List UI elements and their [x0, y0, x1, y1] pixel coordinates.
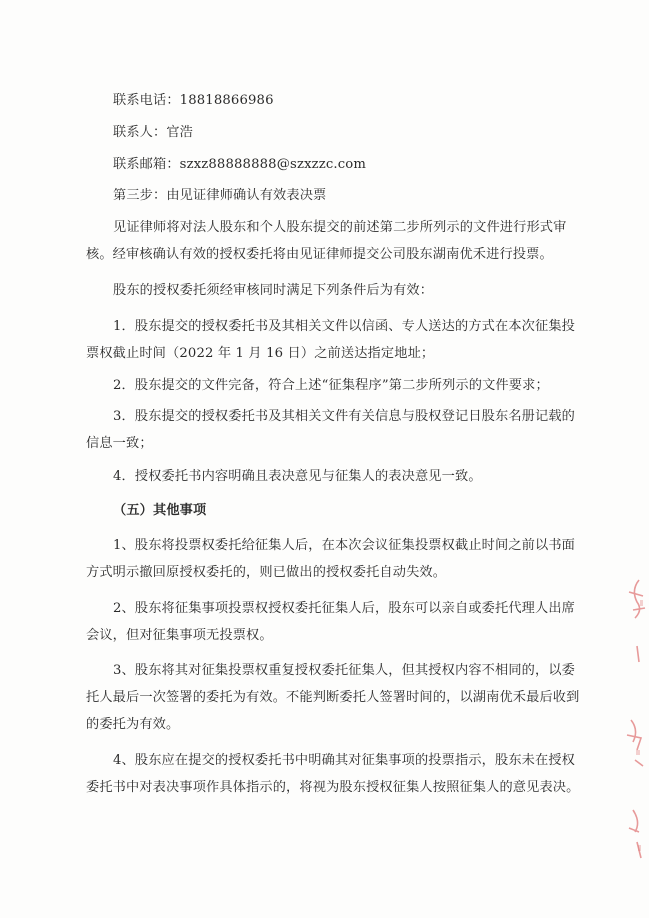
other-1-line-2: 方式明示撤回原授权委托的，则已做出的授权委托自动失效。 — [86, 565, 447, 580]
other-2-line-1: 2、股东将征集事项投票权授权委托征集人后，股东可以亲自或委托代理人出席 — [113, 601, 576, 616]
condition-1-line-2: 票权截止时间（2022 年 1 月 16 日）之前送达指定地址； — [86, 346, 435, 361]
other-3-line-1: 3、股东将其对征集投票权重复授权委托征集人，但其授权内容不相同的，以委 — [113, 663, 576, 678]
condition-1-line-1: 1．股东提交的授权委托书及其相关文件以信函、专人送达的方式在本次征集投 — [113, 319, 576, 334]
other-3-line-2: 托人最后一次签署的委托为有效。不能判断委托人签署时间的，以湖南优禾最后收到 — [86, 690, 580, 705]
condition-2: 2．股东提交的文件完备，符合上述“征集程序”第二步所列示的文件要求； — [113, 378, 549, 393]
condition-3-line-2: 信息一致； — [86, 436, 153, 451]
step3-heading: 第三步：由见证律师确认有效表决票 — [113, 188, 327, 203]
contact-person: 联系人：官浩 — [113, 125, 194, 140]
contact-phone: 联系电话：18818866986 — [113, 93, 274, 108]
contact-email: 联系邮箱：szxz88888888@szxzzc.com — [113, 157, 367, 172]
conditions-intro: 股东的授权委托须经审核同时满足下列条件后为有效： — [113, 283, 434, 298]
review-paragraph-line-1: 见证律师将对法人股东和个人股东提交的前述第二步所列示的文件进行形式审 — [113, 220, 567, 235]
condition-3-line-1: 3．股东提交的授权委托书及其相关文件有关信息与股权登记日股东名册记载的 — [113, 409, 576, 424]
section-5-heading: （五）其他事项 — [113, 503, 207, 518]
other-3-line-3: 的委托为有效。 — [86, 717, 180, 732]
review-paragraph-line-2: 核。经审核确认有效的授权委托将由见证律师提交公司股东湖南优禾进行投票。 — [86, 247, 553, 262]
seal-stamp-fragment — [609, 570, 649, 870]
condition-4: 4．授权委托书内容明确且表决意见与征集人的表决意见一致。 — [113, 469, 482, 484]
other-1-line-1: 1、股东将投票权委托给征集人后，在本次会议征集投票权截止时间之前以书面 — [113, 538, 576, 553]
other-2-line-2: 会议，但对征集事项无投票权。 — [86, 628, 273, 643]
other-4-line-2: 委托书中对表决事项作具体指示的，将视为股东授权征集人按照征集人的意见表决。 — [86, 780, 580, 795]
other-4-line-1: 4、股东应在提交的授权委托书中明确其对征集事项的投票指示，股东未在授权 — [113, 753, 576, 768]
